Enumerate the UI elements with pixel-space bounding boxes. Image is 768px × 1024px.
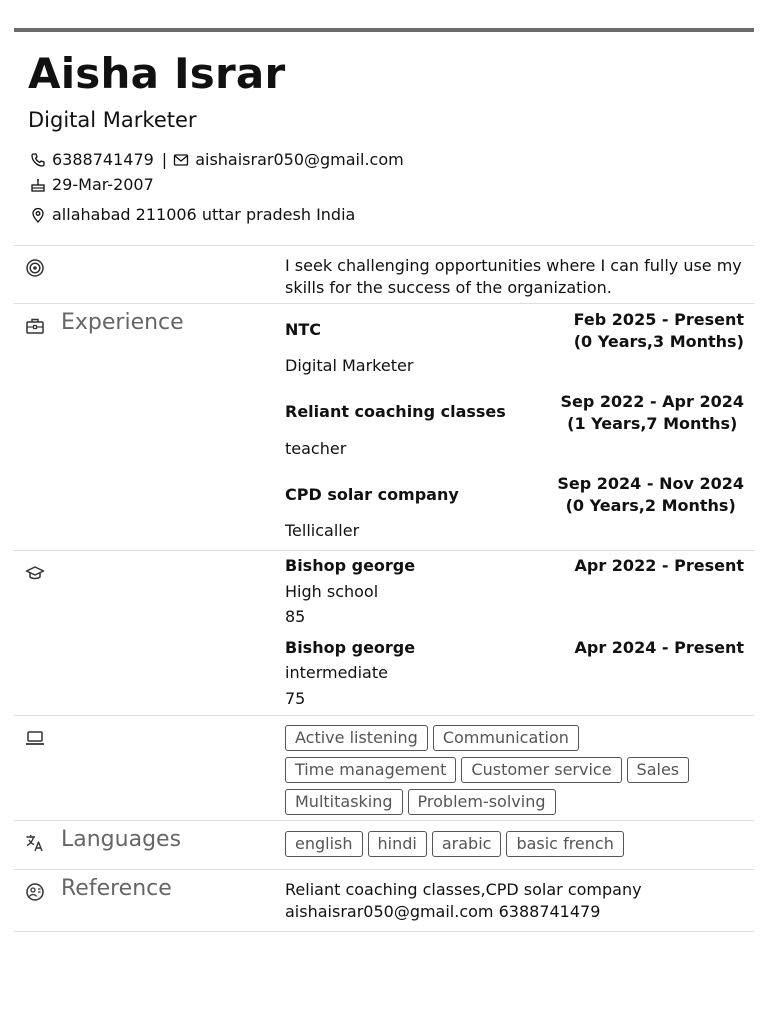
job-duration: (0 Years,3 Months) <box>573 332 744 351</box>
language-tag: hindi <box>368 831 427 857</box>
phone-icon <box>30 152 46 168</box>
date-of-birth: 29-Mar-2007 <box>52 175 154 194</box>
skill-tag: Active listening <box>285 725 428 751</box>
reference-organizations: Reliant coaching classes,CPD solar company <box>285 880 642 899</box>
language-tag: english <box>285 831 363 857</box>
reference-contact: aishaisrar050@gmail.com 6388741479 <box>285 902 601 921</box>
education-score: 85 <box>285 607 306 626</box>
phone-number: 6388741479 <box>52 150 154 169</box>
translate-icon <box>25 833 45 853</box>
job-title: Digital Marketer <box>28 108 197 132</box>
language-tag: basic french <box>506 831 623 857</box>
company-name: NTC <box>285 320 322 339</box>
laptop-icon <box>25 728 45 748</box>
graduation-cap-icon <box>25 563 45 583</box>
experience-title: Experience <box>61 310 184 335</box>
education-dates: Apr 2024 - Present <box>574 638 744 657</box>
objective-text: I seek challenging opportunities where I can fully use my skills for the success of the organization. <box>285 256 742 297</box>
bottom-divider <box>14 931 754 932</box>
skill-tag: Problem-solving <box>408 789 556 815</box>
company-name: CPD solar company <box>285 485 459 504</box>
job-role: Digital Marketer <box>285 356 414 375</box>
contact-row-address <box>30 205 355 225</box>
language-tag: arabic <box>432 831 502 857</box>
skill-tag: Sales <box>627 757 690 783</box>
education-section <box>14 550 754 716</box>
job-duration: (0 Years,2 Months) <box>565 496 736 515</box>
top-accent-bar <box>14 28 754 32</box>
job-date-range: Sep 2024 - Nov 2024 <box>557 474 744 493</box>
address: allahabad 211006 uttar pradesh India <box>52 205 356 224</box>
reference-section <box>14 869 754 932</box>
target-icon <box>25 258 45 278</box>
briefcase-icon <box>25 316 45 336</box>
languages-section <box>14 820 754 870</box>
objective-section <box>14 245 754 304</box>
job-dates <box>560 391 744 435</box>
skill-tag: Multitasking <box>285 789 403 815</box>
school-name: Bishop george <box>285 556 416 575</box>
email-address: aishaisrar050@gmail.com <box>195 150 404 169</box>
cake-icon <box>30 177 46 193</box>
job-duration: (1 Years,7 Months) <box>567 414 738 433</box>
contact-row-dob <box>30 175 154 195</box>
mail-icon <box>173 152 189 168</box>
skill-tag: Customer service <box>461 757 621 783</box>
education-level: intermediate <box>285 663 388 682</box>
school-name: Bishop george <box>285 638 416 657</box>
education-dates: Apr 2022 - Present <box>574 556 744 575</box>
reference-icon <box>25 882 45 902</box>
languages-title: Languages <box>61 827 182 852</box>
job-role: teacher <box>285 439 347 458</box>
contact-row-phone-email <box>30 150 404 170</box>
skill-tag: Communication <box>433 725 579 751</box>
location-pin-icon <box>30 207 46 223</box>
job-role: Tellicaller <box>285 521 360 540</box>
job-dates <box>574 309 744 353</box>
candidate-name: Aisha Israr <box>28 49 286 98</box>
education-score: 75 <box>285 689 306 708</box>
skills-section <box>14 715 754 821</box>
job-date-range: Sep 2022 - Apr 2024 <box>560 392 744 411</box>
education-level: High school <box>285 582 379 601</box>
skills-list <box>285 725 755 815</box>
contact-separator: | <box>161 150 168 169</box>
languages-list <box>285 831 755 857</box>
company-name: Reliant coaching classes <box>285 402 506 421</box>
job-dates <box>557 473 744 517</box>
reference-title: Reference <box>61 876 172 901</box>
experience-section <box>14 303 754 551</box>
job-date-range: Feb 2025 - Present <box>573 310 744 329</box>
skill-tag: Time management <box>285 757 456 783</box>
